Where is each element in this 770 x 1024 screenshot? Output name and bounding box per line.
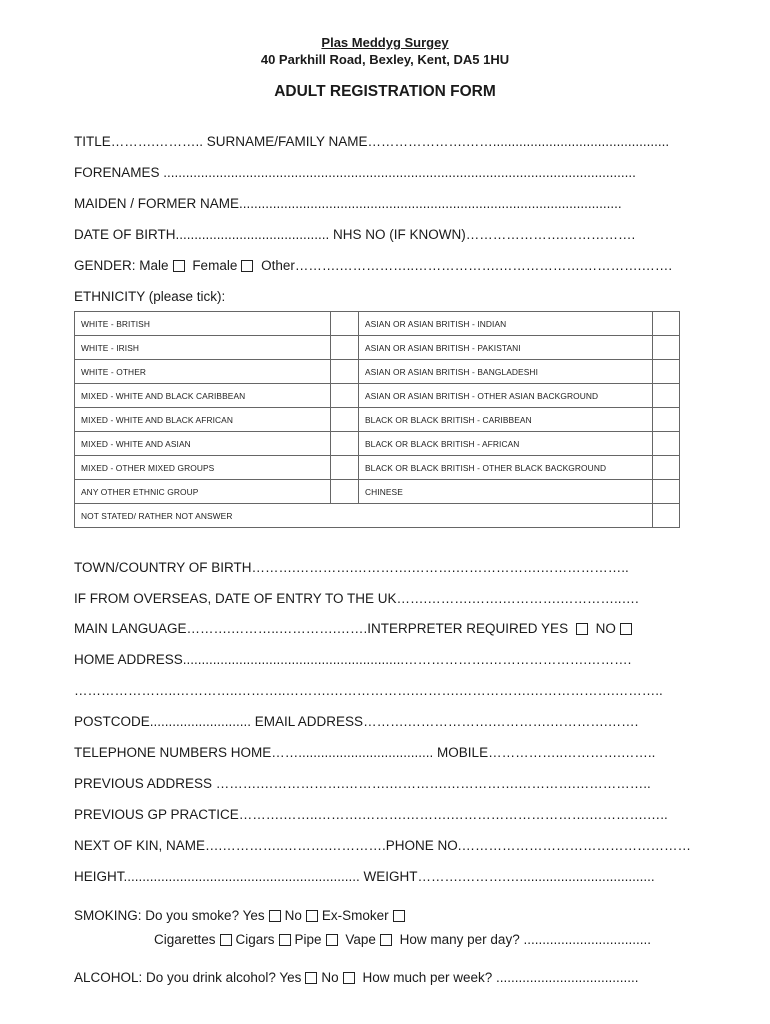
ex-smoker-label: Ex-Smoker xyxy=(321,908,389,923)
how-much-per-week-field[interactable]: How much per week? ...................................... xyxy=(362,970,639,985)
vape-checkbox[interactable] xyxy=(380,934,392,946)
ethnicity-option-label: NOT STATED/ RATHER NOT ANSWER xyxy=(75,504,653,528)
ethnicity-row xyxy=(75,360,680,384)
ethnicity-tick-box[interactable] xyxy=(331,384,359,408)
main-language-field[interactable]: MAIN LANGUAGE……….………..………….……. xyxy=(74,621,368,636)
pipe-label: Pipe xyxy=(294,932,322,947)
smoking-row xyxy=(74,908,694,923)
cigars-label: Cigars xyxy=(235,932,275,947)
ethnicity-option-label: ASIAN OR ASIAN BRITISH - PAKISTANI xyxy=(359,336,653,360)
previous-address-text: PREVIOUS ADDRESS ……….……………….……….………….…………….………….…………….. xyxy=(74,776,651,791)
ethnicity-label-text: ETHNICITY (please tick): xyxy=(74,289,226,304)
ethnicity-row xyxy=(75,408,680,432)
forenames-text: FORENAMES .............................................................................................................................. xyxy=(74,165,636,180)
ethnicity-label xyxy=(74,289,694,304)
ethnicity-option-label: ASIAN OR ASIAN BRITISH - OTHER ASIAN BACKGROUND xyxy=(359,384,653,408)
ethnicity-row xyxy=(75,336,680,360)
overseas-entry-text: IF FROM OVERSEAS, DATE OF ENTRY TO THE UK…….……….…….………….…………..…. xyxy=(74,591,639,606)
ethnicity-tick-box[interactable] xyxy=(331,312,359,336)
title-surname-text: TITLE……….……….. SURNAME/FAMILY NAME………………….……............................................... xyxy=(74,134,670,149)
previous-address-field[interactable] xyxy=(74,776,694,791)
vape-label: Vape xyxy=(345,932,376,947)
gender-male-label: Male xyxy=(139,258,169,273)
dob-nhs-text: DATE OF BIRTH......................................... NHS NO (IF KNOWN)………………….……………. xyxy=(74,227,636,242)
home-address-continued-text: …………………..…………..………..……….……………….……….…………….……………….……….. xyxy=(74,683,663,698)
ethnicity-tick-box[interactable] xyxy=(653,408,680,432)
how-many-per-day-field[interactable]: How many per day? .................................. xyxy=(399,932,651,947)
ethnicity-tick-box[interactable] xyxy=(653,504,680,528)
gender-female-label: Female xyxy=(192,258,238,273)
ethnicity-tick-box[interactable] xyxy=(653,336,680,360)
interpreter-no-label: NO xyxy=(595,621,616,636)
ethnicity-row xyxy=(75,312,680,336)
maiden-name-text: MAIDEN / FORMER NAME...................................................................................................... xyxy=(74,196,622,211)
pipe-checkbox[interactable] xyxy=(326,934,338,946)
cigarettes-checkbox[interactable] xyxy=(220,934,232,946)
home-address-text: HOME ADDRESS...........................................................……………….………………….………. xyxy=(74,652,632,667)
ethnicity-tick-box[interactable] xyxy=(331,336,359,360)
ethnicity-tick-box[interactable] xyxy=(331,480,359,504)
ethnicity-tick-box[interactable] xyxy=(331,408,359,432)
ethnicity-tick-box[interactable] xyxy=(653,312,680,336)
ethnicity-option-label: BLACK OR BLACK BRITISH - AFRICAN xyxy=(359,432,653,456)
ethnicity-row xyxy=(75,432,680,456)
ethnicity-tick-box[interactable] xyxy=(331,360,359,384)
overseas-entry-field[interactable] xyxy=(74,591,694,606)
cigarettes-label: Cigarettes xyxy=(154,932,216,947)
ethnicity-option-label: MIXED - WHITE AND BLACK AFRICAN xyxy=(75,408,331,432)
postcode-email-text: POSTCODE........................... EMAIL ADDRESS……….……………….………….………….……. xyxy=(74,714,639,729)
smoking-type-row xyxy=(154,932,694,947)
alcohol-label: ALCOHOL: xyxy=(74,970,143,985)
ethnicity-tick-box[interactable] xyxy=(653,480,680,504)
ethnicity-tick-box[interactable] xyxy=(331,456,359,480)
gender-other-field[interactable]: Other……….……………..……………….……………….………….……. xyxy=(261,258,673,273)
smoking-yes-checkbox[interactable] xyxy=(269,910,281,922)
alcohol-yes-label: Yes xyxy=(279,970,302,985)
next-of-kin-field[interactable] xyxy=(74,838,694,853)
gender-row xyxy=(74,258,694,273)
alcohol-question: Do you drink alcohol? xyxy=(146,970,276,985)
ethnicity-option-label: MIXED - WHITE AND ASIAN xyxy=(75,432,331,456)
ethnicity-row xyxy=(75,504,680,528)
ethnicity-row xyxy=(75,384,680,408)
telephone-field[interactable] xyxy=(74,745,694,760)
town-of-birth-field[interactable] xyxy=(74,560,694,575)
gender-female-checkbox[interactable] xyxy=(241,260,253,272)
ethnicity-row xyxy=(75,480,680,504)
smoking-no-label: No xyxy=(284,908,302,923)
ethnicity-option-label: BLACK OR BLACK BRITISH - OTHER BLACK BACKGROUND xyxy=(359,456,653,480)
interpreter-label: INTERPRETER REQUIRED YES xyxy=(367,621,569,636)
ethnicity-tick-box[interactable] xyxy=(653,360,680,384)
home-address-field[interactable] xyxy=(74,652,694,667)
height-weight-field[interactable] xyxy=(74,869,694,884)
smoking-yes-label: Yes xyxy=(242,908,265,923)
telephone-text: TELEPHONE NUMBERS HOME…….................................... MOBILE……………..………….…….. xyxy=(74,745,656,760)
gender-label: GENDER: xyxy=(74,258,136,273)
ethnicity-table xyxy=(74,311,680,528)
smoking-question: Do you smoke? xyxy=(145,908,240,923)
ethnicity-tick-box[interactable] xyxy=(653,456,680,480)
maiden-name-field[interactable] xyxy=(74,196,694,211)
ethnicity-option-label: ANY OTHER ETHNIC GROUP xyxy=(75,480,331,504)
cigars-checkbox[interactable] xyxy=(279,934,291,946)
previous-gp-field[interactable] xyxy=(74,807,694,822)
alcohol-no-checkbox[interactable] xyxy=(343,972,355,984)
ethnicity-option-label: ASIAN OR ASIAN BRITISH - INDIAN xyxy=(359,312,653,336)
previous-gp-text: PREVIOUS GP PRACTICE……….……..……….……….……….………………………….………….….. xyxy=(74,807,668,822)
ethnicity-option-label: MIXED - OTHER MIXED GROUPS xyxy=(75,456,331,480)
ex-smoker-checkbox[interactable] xyxy=(393,910,405,922)
alcohol-row xyxy=(74,970,694,985)
smoking-no-checkbox[interactable] xyxy=(306,910,318,922)
ethnicity-option-label: WHITE - IRISH xyxy=(75,336,331,360)
postcode-email-field[interactable] xyxy=(74,714,694,729)
form-title: ADULT REGISTRATION FORM xyxy=(274,83,496,100)
ethnicity-tick-box[interactable] xyxy=(653,384,680,408)
ethnicity-tick-box[interactable] xyxy=(653,432,680,456)
smoking-label: SMOKING: xyxy=(74,908,142,923)
ethnicity-row xyxy=(75,456,680,480)
alcohol-yes-checkbox[interactable] xyxy=(305,972,317,984)
interpreter-yes-checkbox[interactable] xyxy=(576,623,588,635)
next-of-kin-text: NEXT OF KIN, NAME….…………..……….………….PHONE NO.…………………………………………… xyxy=(74,838,692,853)
dob-nhs-field[interactable] xyxy=(74,227,694,242)
title-surname-field[interactable] xyxy=(74,134,694,149)
town-of-birth-text: TOWN/COUNTRY OF BIRTH……….………….………….……….……………….……………….. xyxy=(74,560,629,575)
alcohol-no-label: No xyxy=(321,970,339,985)
home-address-continued-field[interactable] xyxy=(74,683,694,698)
interpreter-no-checkbox[interactable] xyxy=(620,623,632,635)
ethnicity-tick-box[interactable] xyxy=(331,432,359,456)
ethnicity-option-label: ASIAN OR ASIAN BRITISH - BANGLADESHI xyxy=(359,360,653,384)
ethnicity-option-label: WHITE - OTHER xyxy=(75,360,331,384)
practice-address: 40 Parkhill Road, Bexley, Kent, DA5 1HU xyxy=(260,52,510,67)
height-weight-text: HEIGHT............................................................... WEIGHT……….……….….................................... xyxy=(74,869,655,884)
ethnicity-option-label: WHITE - BRITISH xyxy=(75,312,331,336)
ethnicity-option-label: MIXED - WHITE AND BLACK CARIBBEAN xyxy=(75,384,331,408)
ethnicity-option-label: BLACK OR BLACK BRITISH - CARIBBEAN xyxy=(359,408,653,432)
forenames-field[interactable] xyxy=(74,165,694,180)
ethnicity-option-label: CHINESE xyxy=(359,480,653,504)
language-row xyxy=(74,621,694,636)
gender-male-checkbox[interactable] xyxy=(173,260,185,272)
practice-name: Plas Meddyg Surgey xyxy=(321,35,449,50)
